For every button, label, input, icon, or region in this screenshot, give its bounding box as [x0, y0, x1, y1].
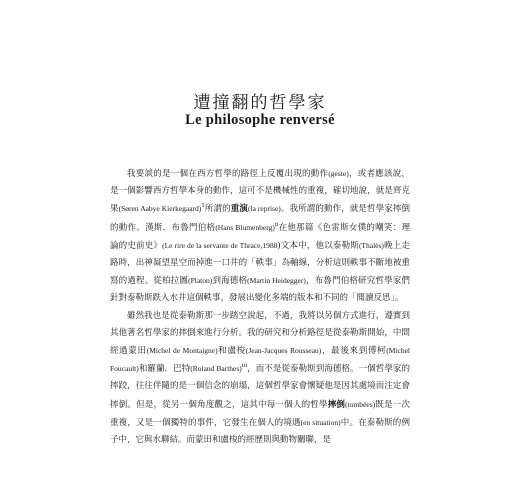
latin-term: (Søren Aabye Kierkegaard): [118, 204, 202, 214]
latin-term: (Michel Foucault): [110, 346, 410, 374]
latin-term: (Jean-Jacques Rousseau): [245, 346, 322, 356]
text-run: )文本中，他以泰勒斯: [277, 240, 359, 251]
latin-term: (Platon): [188, 276, 213, 286]
text-run: ，而不是從泰勒斯到海德格。一個哲學家的摔跤，往往伴隨的是一個信念的崩塌，這個哲學家會懷疑他是因其處境而注定會摔倒。但是，從另一個角度觀之，這其中每一個人的哲學: [110, 364, 410, 410]
text-run: ，布魯門伯格研究哲學家們針對泰勒斯跌入水井這個軼事，發展出變化多端的版本和不同的「閱讀反思」。: [110, 276, 410, 304]
footnote-marker: iii: [241, 363, 248, 370]
text-run: 中。在泰勒斯的例子中，它與水聯結。而蒙田和盧梭的經歷則與動物關聯，是: [110, 417, 410, 446]
text-run: 我要談的是一個在西方哲學的路徑上反覆出現的動作: [127, 169, 329, 179]
paragraph-2: [110, 308, 410, 450]
chapter-subtitle: Le philosophe renversé: [185, 112, 335, 128]
footnote-marker: 1: [201, 203, 205, 210]
latin-term: (Roland Barthes): [190, 364, 242, 374]
emphasis-term: 重演: [230, 204, 248, 215]
body-text: [110, 165, 410, 449]
latin-term: (Le rire de la servante de Thrace,: [162, 240, 263, 250]
emphasis-term: 摔倒: [327, 399, 346, 410]
latin-term: (geste): [328, 169, 349, 178]
latin-term: (la reprise): [248, 204, 281, 214]
text-run: ，最後來到傅柯: [321, 346, 387, 357]
chapter-title: 遭撞翻的哲學家: [193, 93, 327, 113]
text-run: 和盧梭: [217, 346, 246, 357]
footnote-marker: ii: [274, 221, 279, 228]
text-run: 所謂的: [204, 204, 231, 215]
text-run: 晚上走路時，出神凝望星空而掉進一口井的「軼事」為軸線，分析這則軼事不斷地被重寫的過程。從柏拉圖: [110, 240, 410, 287]
latin-term: (Hans Blumenberg): [215, 222, 275, 232]
text-run: 既是一次重複，又是一個獨特的事件，它發生在個人的境遇: [110, 399, 410, 428]
paragraph-1: [110, 165, 410, 308]
latin-term: (en situation): [300, 417, 341, 427]
text-run: ，或者應該說，是一個影響西方哲學本身的動作，這可不是機械性的重複，確切地說，就是齊克果: [110, 169, 410, 215]
latin-term: (tombées): [345, 399, 376, 409]
text-run: 雖然我也是從泰勒斯那一步踏空說起，不過，我將以另個方式進行，遵實到其他著名哲學家的摔倒來進行分析。我的研究和分析路徑是從泰勒斯開始，中間經過蒙田: [110, 310, 410, 357]
text-run: 和羅蘭．巴特: [138, 364, 191, 375]
latin-term: 1988: [262, 240, 278, 250]
text-run: 。我所謂的動作，就是哲學家摔倒的動作。漢斯．布魯門伯格: [110, 204, 410, 233]
text-run: 在他那篇《色雷斯女僕的嘲笑：理論的史前史》: [110, 222, 410, 251]
latin-term: (Martin Heidegger): [247, 276, 306, 286]
latin-term: (Michel de Montaigne): [146, 346, 218, 356]
text-run: 到海德格: [212, 276, 248, 287]
latin-term: (Thalès): [358, 240, 384, 250]
